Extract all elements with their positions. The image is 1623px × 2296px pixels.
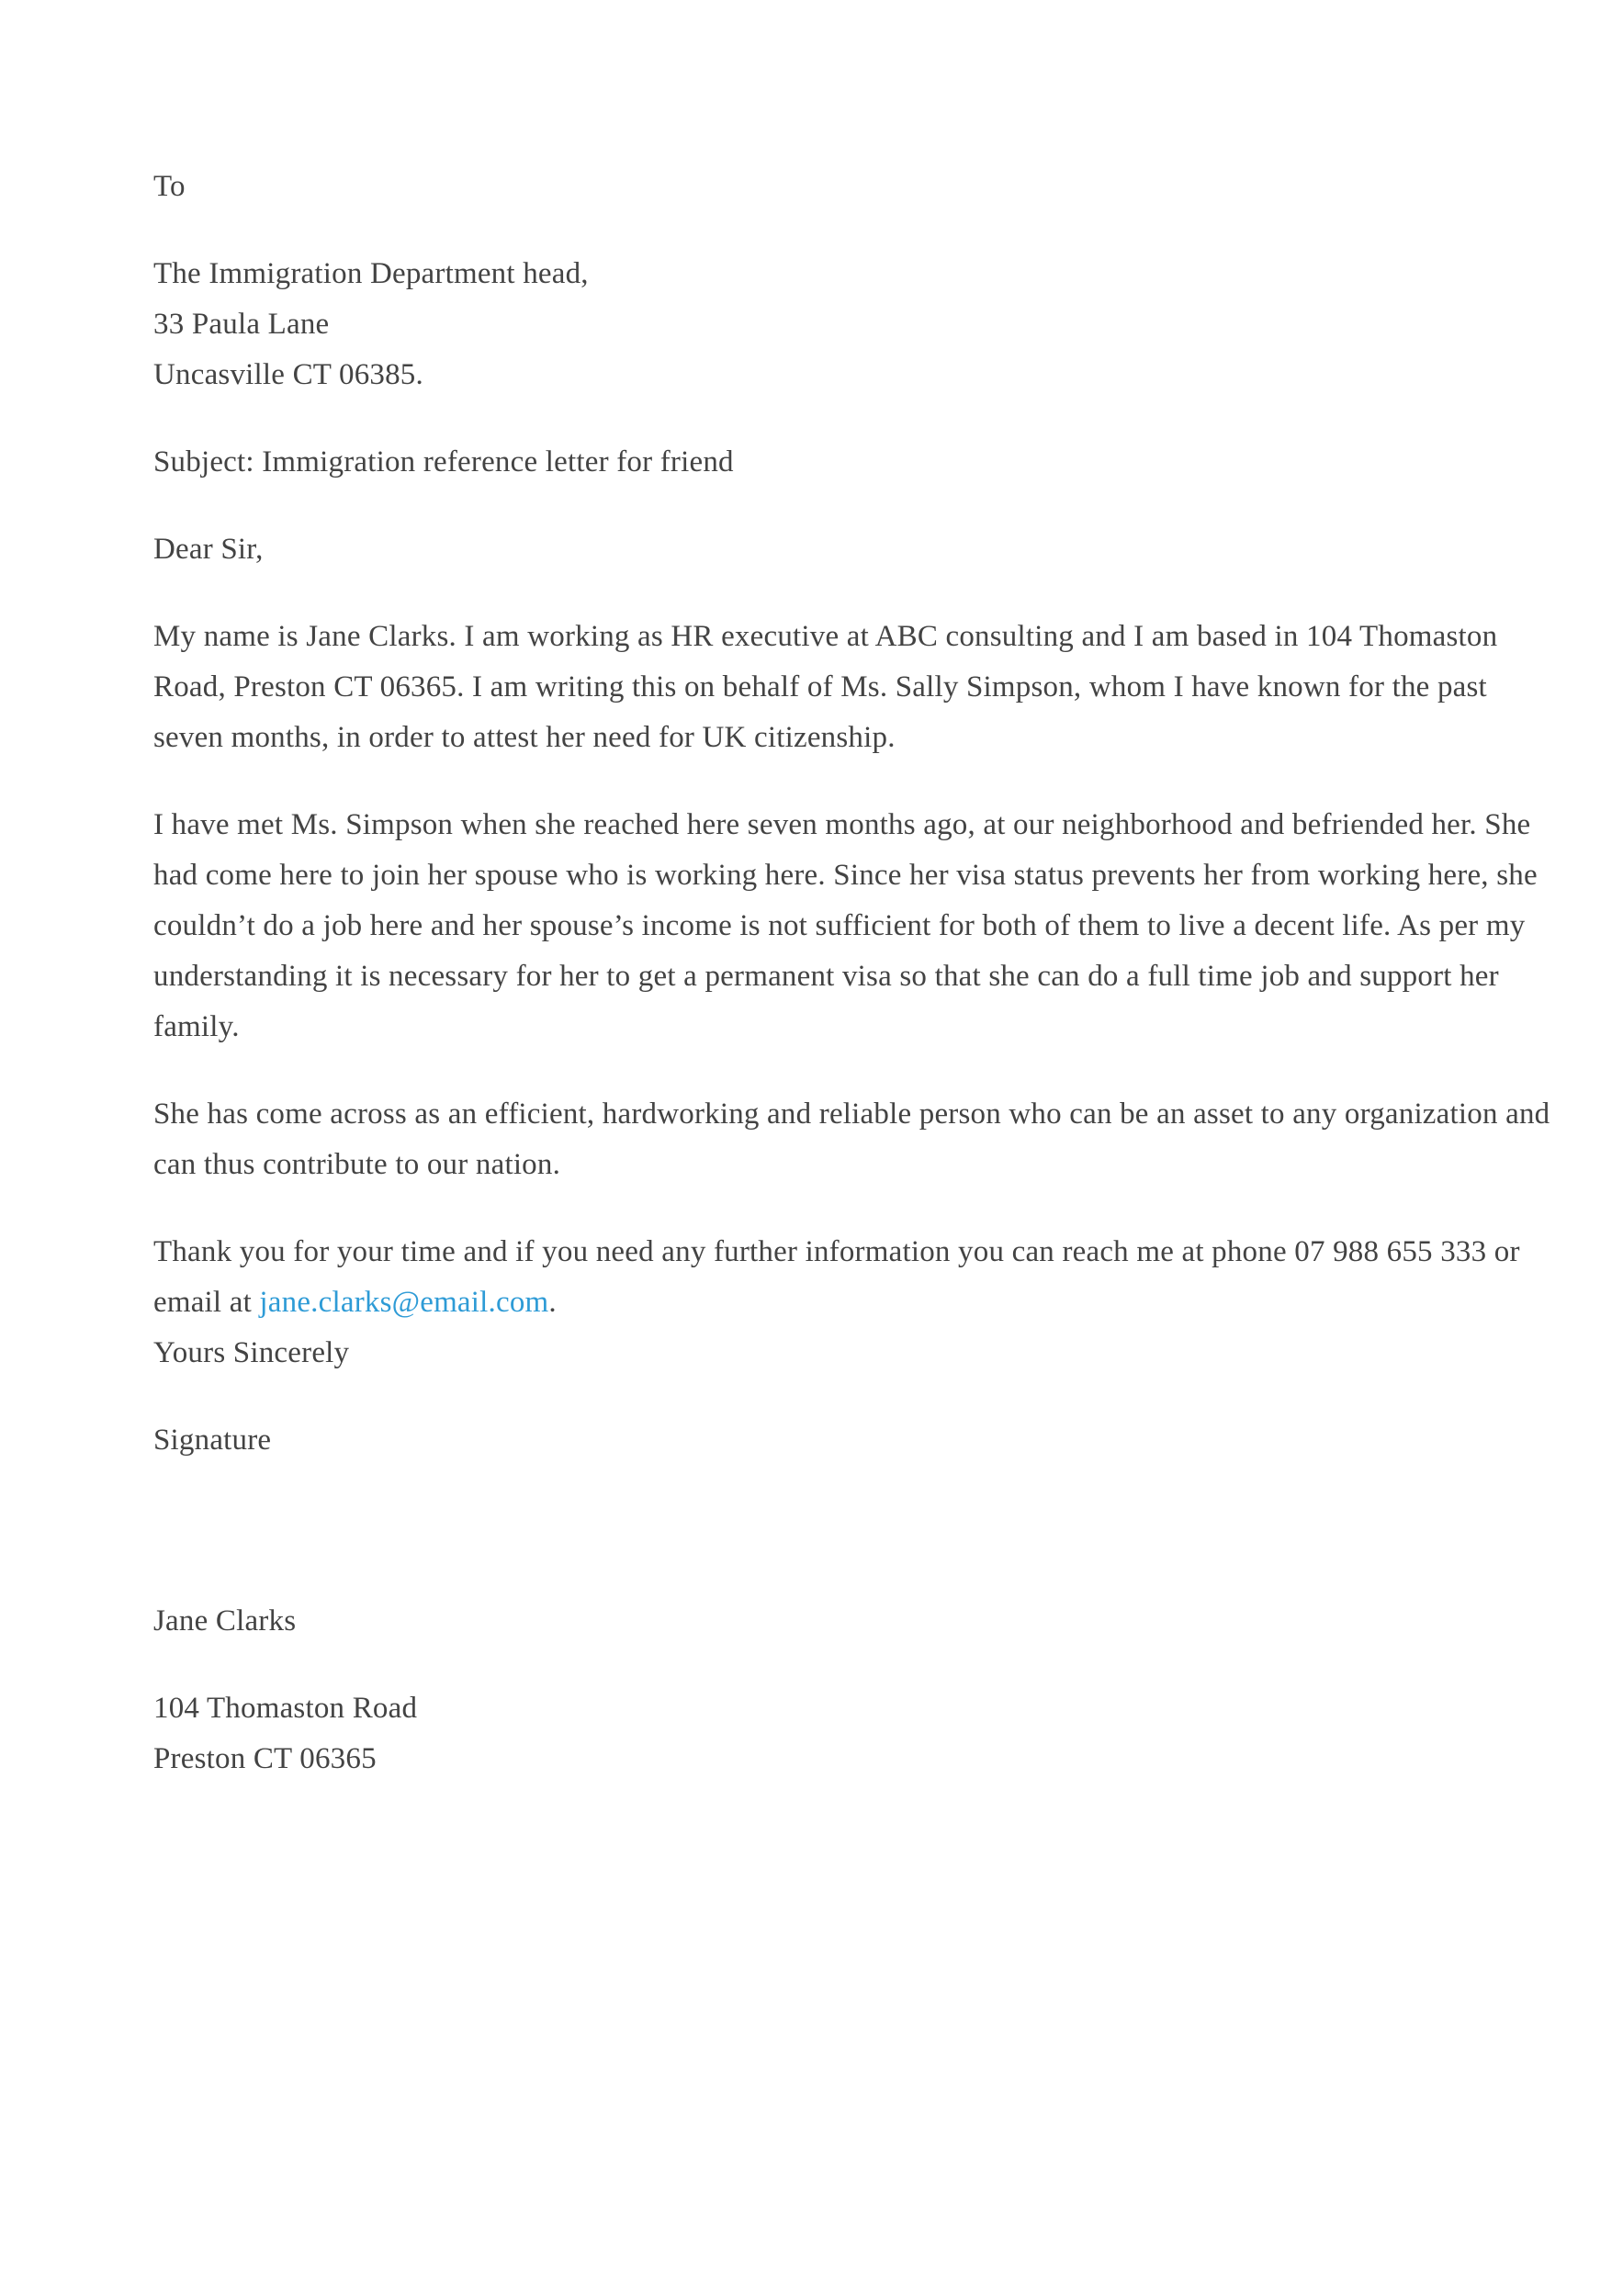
paragraph-line: Thank you for your time and if you need any further information you can reach me at phone 07 988 655 333 or	[153, 1235, 1520, 1268]
recipient-line: Uncasville CT 06385.	[153, 358, 423, 391]
paragraph-line: I have met Ms. Simpson when she reached here seven months ago, at our neighborhood and befriended her. She	[153, 808, 1531, 841]
paragraph-background	[153, 800, 1538, 1052]
email-suffix-text: .	[548, 1286, 557, 1319]
paragraph-line: understanding it is necessary for her to get a permanent visa so that she can do a full time job and support her	[153, 960, 1499, 993]
paragraph-line: Road, Preston CT 06365. I am writing this on behalf of Ms. Sally Simpson, whom I have known for the past	[153, 670, 1487, 703]
signer-address-block	[153, 1683, 1504, 1784]
subject-block	[153, 437, 1504, 488]
paragraph-closing	[153, 1227, 1520, 1379]
paragraph-intro	[153, 612, 1504, 763]
paragraph-line: family.	[153, 1010, 240, 1043]
email-line	[153, 1277, 1504, 1328]
recipient-line: 33 Paula Lane	[153, 308, 330, 341]
paragraph-line: can thus contribute to our nation.	[153, 1148, 561, 1181]
email-link[interactable]: jane.clarks@email.com	[259, 1286, 549, 1319]
greeting-block	[153, 524, 1504, 575]
recipient-address-block	[153, 249, 1504, 400]
paragraph-line: My name is Jane Clarks. I am working as HR executive at ABC consulting and I am based in 104 Thomaston	[153, 620, 1498, 653]
signer-address-line: Preston CT 06365	[153, 1742, 377, 1775]
subject-line: Subject: Immigration reference letter for friend	[153, 445, 734, 478]
to-block	[153, 162, 1504, 212]
paragraph-endorsement	[153, 1089, 1550, 1190]
valediction-line: Yours Sincerely	[153, 1336, 350, 1369]
signer-name: Jane Clarks	[153, 1604, 297, 1638]
to-label: To	[153, 170, 186, 203]
paragraph-line: had come here to join her spouse who is working here. Since her visa status prevents her from working here, she	[153, 859, 1538, 892]
signature-block	[153, 1415, 1504, 1466]
signer-address-line: 104 Thomaston Road	[153, 1692, 418, 1725]
signature-label: Signature	[153, 1424, 272, 1457]
greeting-line: Dear Sir,	[153, 533, 264, 566]
paragraph-line: couldn’t do a job here and her spouse’s income is not sufficient for both of them to live a decent life. As per my	[153, 909, 1526, 942]
paragraph-line: She has come across as an efficient, hardworking and reliable person who can be an asset to any organization and	[153, 1097, 1550, 1131]
recipient-line: The Immigration Department head,	[153, 257, 589, 290]
paragraph-line: seven months, in order to attest her need for UK citizenship.	[153, 721, 896, 754]
signer-name-block	[153, 1596, 1504, 1647]
email-prefix-text: email at	[153, 1286, 260, 1319]
